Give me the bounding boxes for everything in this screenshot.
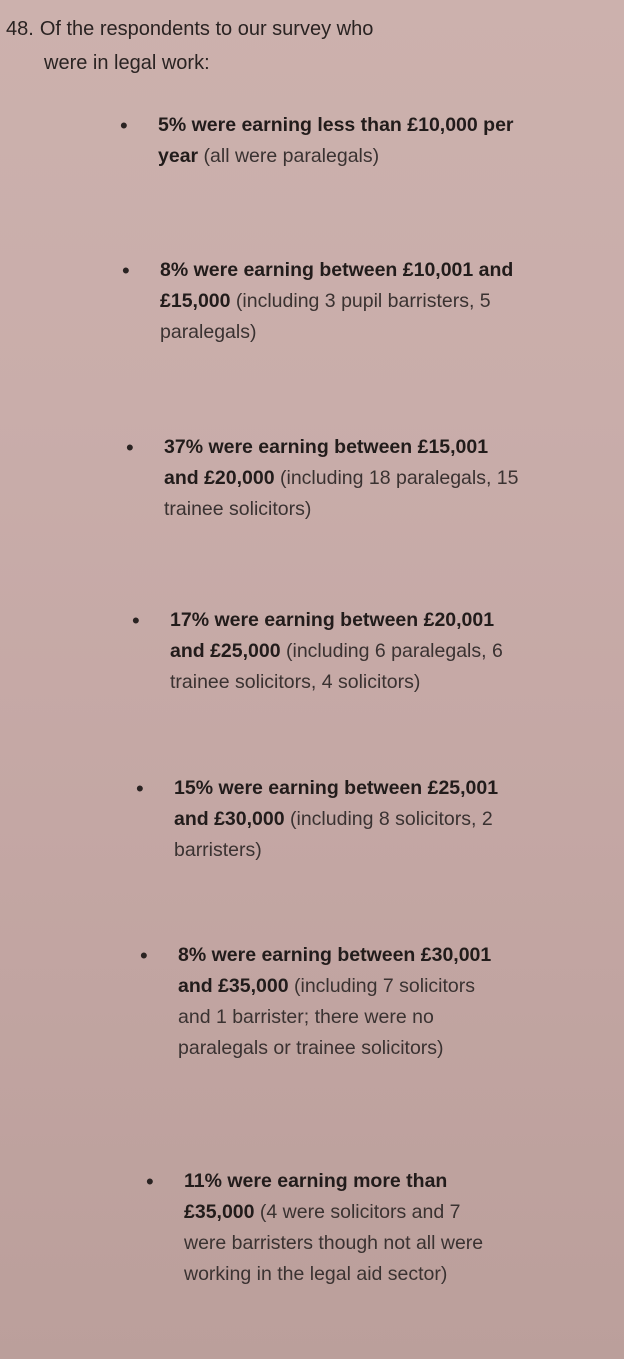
bullet-icon: • bbox=[122, 258, 130, 283]
list-item-detail-text: (including 6 paralegals, 6 trainee solicitors, 4 solicitors) bbox=[170, 640, 503, 693]
paragraph-heading bbox=[6, 12, 606, 80]
list-item bbox=[120, 110, 518, 172]
list-item-bold-text: 15% were earning between £25,001 and £30,000 bbox=[174, 777, 499, 830]
list-item-detail-text: (including 18 paralegals, 15 trainee solicitors) bbox=[164, 467, 519, 520]
list-item-detail-text: (including 3 pupil barristers, 5 paralegals) bbox=[160, 290, 491, 343]
bullet-icon: • bbox=[136, 776, 144, 801]
list-item-bold-text: 17% were earning between £20,001 and £25,000 bbox=[170, 609, 495, 662]
bullet-icon: • bbox=[120, 113, 128, 138]
list-item-bold-text: 5% were earning less than £10,000 per year bbox=[158, 114, 514, 167]
list-item-detail-text: (including 8 solicitors, 2 barristers) bbox=[174, 808, 493, 861]
paragraph-intro-line-2: were in legal work: bbox=[44, 52, 210, 74]
list-item-bold-text: 37% were earning between £15,001 and £20,000 bbox=[164, 436, 489, 489]
list-item bbox=[140, 940, 498, 1064]
list-item-bold-text: 8% were earning between £30,001 and £35,000 bbox=[178, 944, 492, 997]
list-item-bold-text: 11% were earning more than £35,000 bbox=[184, 1170, 448, 1223]
list-item-detail-text: (4 were solicitors and 7 were barristers though not all were working in the legal aid sector) bbox=[184, 1201, 484, 1285]
list-item bbox=[122, 255, 520, 348]
list-item-detail-text: (including 7 solicitors and 1 barrister; there were no paralegals or trainee solicitors) bbox=[178, 975, 475, 1059]
paragraph-intro-line-1: Of the respondents to our survey who bbox=[39, 18, 374, 40]
bullet-icon: • bbox=[126, 435, 134, 460]
bullet-icon: • bbox=[146, 1169, 154, 1194]
bullet-icon: • bbox=[132, 608, 140, 633]
list-item bbox=[126, 432, 524, 525]
bullet-icon: • bbox=[140, 943, 148, 968]
paragraph-number: 48. bbox=[6, 18, 34, 40]
list-item-detail-text: (all were paralegals) bbox=[203, 145, 380, 167]
list-item-bold-text: 8% were earning between £10,001 and £15,000 bbox=[160, 259, 514, 312]
list-item bbox=[146, 1166, 504, 1290]
list-item bbox=[132, 605, 530, 698]
list-item bbox=[136, 773, 534, 866]
